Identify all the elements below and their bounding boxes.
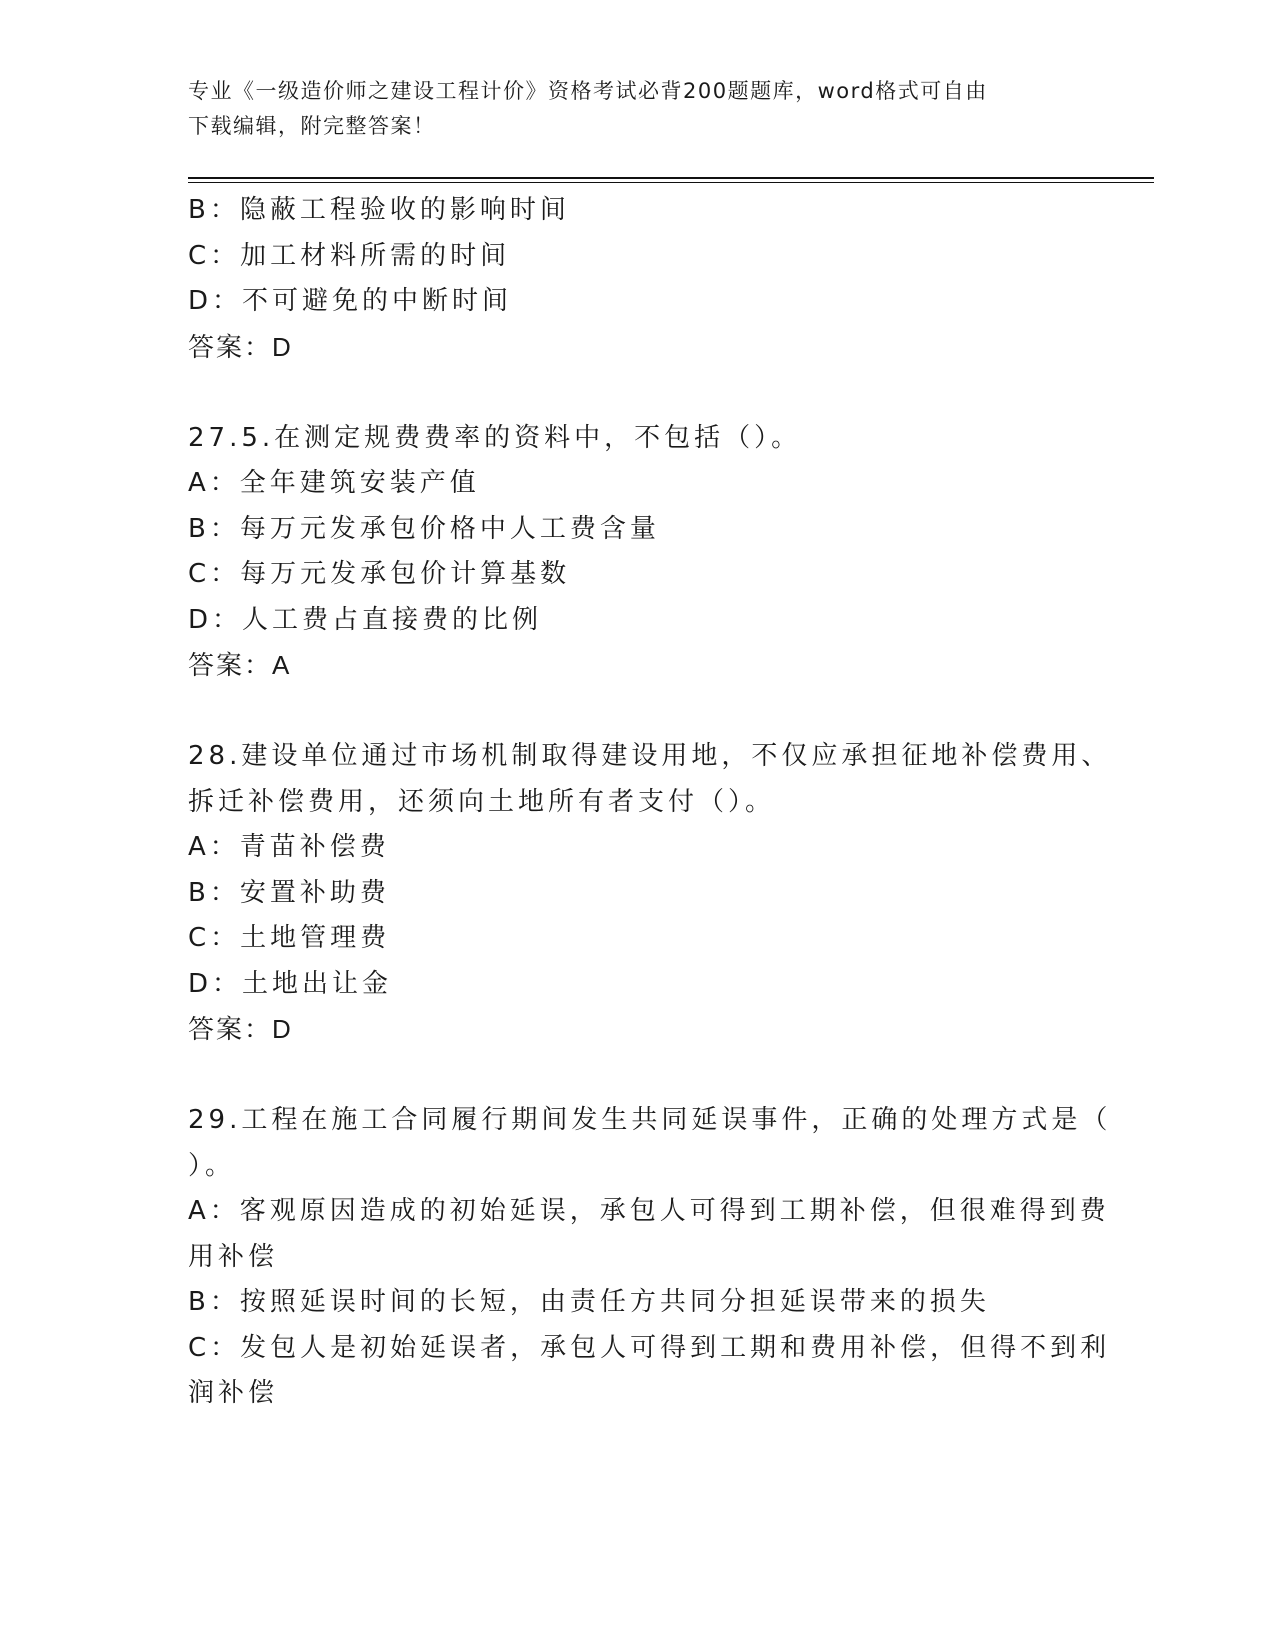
- document-header: [188, 74, 1068, 144]
- option-line: C：土地管理费: [188, 923, 391, 953]
- option-line: B：隐蔽工程验收的影响时间: [188, 195, 570, 225]
- option-line: 润补偿: [188, 1378, 279, 1408]
- option-line: B：每万元发承包价格中人工费含量: [188, 513, 660, 544]
- question-text: 拆迁补偿费用，还须向土地所有者支付（）。: [188, 786, 776, 817]
- question-text: 28.建设单位通过市场机制取得建设用地，不仅应承担征地补偿费用、: [188, 741, 1112, 771]
- question-block: [188, 1098, 1112, 1417]
- block-spacer: [188, 1053, 1088, 1099]
- question-content: [188, 188, 1112, 1417]
- option-line: A：全年建筑安装产值: [188, 468, 480, 498]
- option-line: B：按照延误时间的长短，由责任方共同分担延误带来的损失: [188, 1287, 990, 1317]
- option-line: C：加工材料所需的时间: [188, 240, 511, 271]
- header-line-1: 专业《一级造价师之建设工程计价》资格考试必背200题题库，word格式可自由: [188, 79, 988, 103]
- option-line: A：客观原因造成的初始延误，承包人可得到工期补偿，但很难得到费: [188, 1196, 1110, 1226]
- option-line: 用补偿: [188, 1241, 279, 1272]
- block-spacer: [188, 370, 1088, 416]
- question-text: ）。: [188, 1150, 236, 1181]
- option-line: D：不可避免的中断时间: [188, 286, 513, 316]
- answer-line: 答案：D: [188, 331, 293, 362]
- block-spacer: [188, 689, 1088, 735]
- header-divider-thick: [188, 177, 1154, 179]
- question-text: 27.5.在测定规费费率的资料中，不包括（）。: [188, 422, 802, 453]
- option-line: C：发包人是初始延误者，承包人可得到工期和费用补偿，但得不到利: [188, 1332, 1111, 1363]
- option-line: D：土地出让金: [188, 968, 393, 999]
- question-text: 29.工程在施工合同履行期间发生共同延误事件，正确的处理方式是（: [188, 1105, 1112, 1135]
- option-line: D：人工费占直接费的比例: [188, 604, 543, 635]
- option-line: A：青苗补偿费: [188, 832, 390, 862]
- answer-line: 答案：A: [188, 650, 292, 680]
- header-line-2: 下载编辑，附完整答案！: [188, 114, 436, 138]
- option-line: C：每万元发承包价计算基数: [188, 559, 571, 589]
- question-block: [188, 734, 1112, 1053]
- option-line: B：安置补助费: [188, 877, 390, 908]
- answer-line: 答案：D: [188, 1014, 293, 1044]
- question-block: [188, 416, 1088, 689]
- question-block: [188, 188, 1088, 370]
- header-divider-thin: [188, 182, 1154, 183]
